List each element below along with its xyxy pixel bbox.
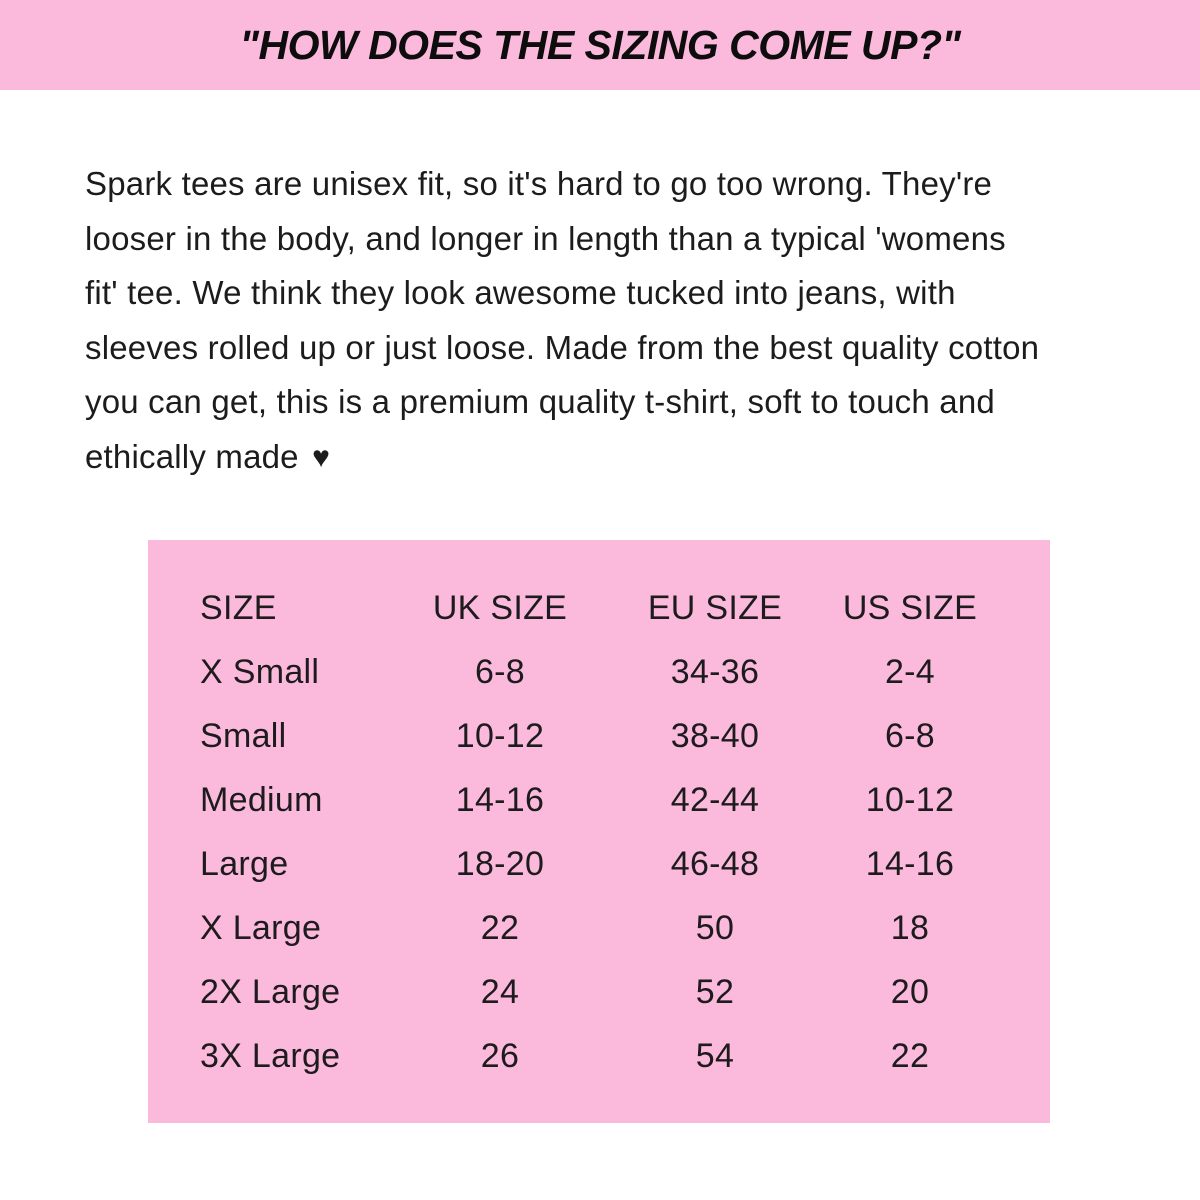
cell-uk: 18-20 (455, 844, 545, 883)
size-table-grid (200, 576, 1050, 1088)
cell-us: 18 (890, 908, 930, 947)
cell-eu: 50 (695, 908, 735, 947)
description-line: fit' tee. We think they look awesome tucked into jeans, with (85, 274, 956, 311)
description-line (85, 430, 1145, 487)
cell-eu: 52 (695, 972, 735, 1011)
cell-size: X Large (200, 908, 322, 947)
description-line: sleeves rolled up or just loose. Made from the best quality cotton (85, 328, 1040, 366)
cell-us: 22 (890, 1036, 930, 1075)
header-banner (0, 0, 1200, 90)
cell-eu: 54 (695, 1036, 735, 1075)
cell-uk: 24 (480, 972, 520, 1011)
cell-uk: 10-12 (455, 716, 545, 755)
cell-eu: 46-48 (670, 844, 760, 883)
cell-us: 2-4 (884, 652, 936, 691)
cell-eu: 38-40 (670, 716, 760, 755)
cell-size: 3X Large (200, 1036, 341, 1075)
column-header-size: SIZE (200, 588, 277, 627)
cell-size: Large (200, 844, 289, 883)
description-line: Spark tees are unisex fit, so it's hard to go too wrong. They're (85, 165, 993, 202)
cell-size: X Small (200, 652, 320, 691)
cell-size: 2X Large (200, 972, 341, 1011)
cell-uk: 6-8 (474, 652, 526, 691)
cell-us: 14-16 (865, 844, 955, 883)
cell-size: Medium (200, 780, 323, 819)
column-header-us-size: US SIZE (842, 588, 978, 627)
cell-eu: 34-36 (670, 652, 760, 691)
size-table (148, 540, 1050, 1123)
cell-size: Small (200, 716, 287, 755)
cell-us: 6-8 (884, 716, 936, 755)
description-line: you can get, this is a premium quality t-shirt, soft to touch and (85, 383, 995, 420)
cell-eu: 42-44 (670, 780, 760, 819)
cell-us: 10-12 (865, 780, 955, 819)
description-line-text: ethically made (85, 437, 299, 475)
description (85, 157, 1145, 486)
cell-us: 20 (890, 972, 930, 1011)
column-header-eu-size: EU SIZE (647, 588, 783, 627)
page-title: "HOW DOES THE SIZING COME UP?" (239, 21, 961, 68)
heart-icon: ♥ (312, 440, 331, 474)
cell-uk: 26 (480, 1036, 520, 1075)
cell-uk: 22 (480, 908, 520, 947)
cell-uk: 14-16 (455, 780, 545, 819)
column-header-uk-size: UK SIZE (432, 588, 568, 627)
description-line: looser in the body, and longer in length than a typical 'womens (85, 219, 1006, 257)
